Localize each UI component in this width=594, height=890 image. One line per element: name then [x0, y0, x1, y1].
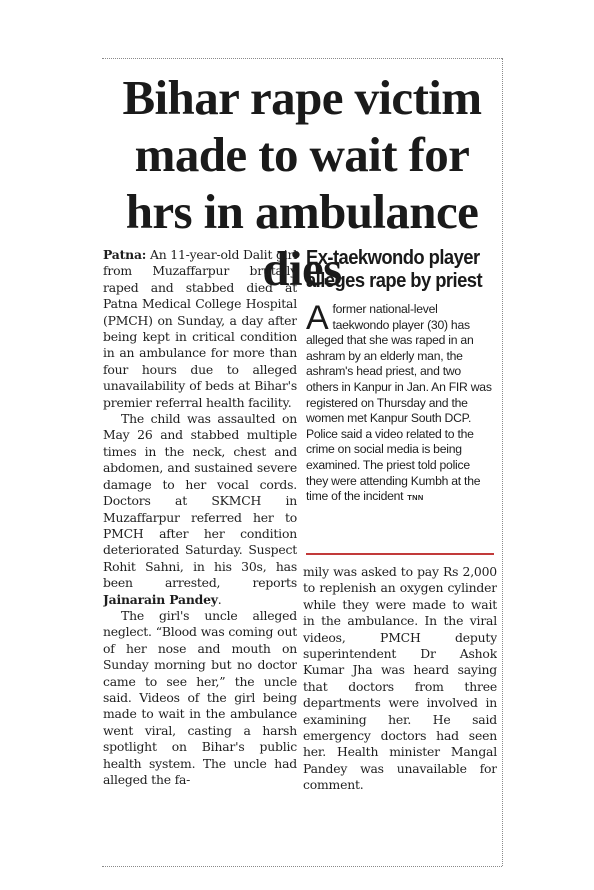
article-column-right [303, 564, 497, 794]
byline-period: . [217, 591, 222, 607]
dotted-border-right [502, 58, 503, 866]
paragraph-2-text: The child was assaulted on May 26 and stabbed multiple times in the neck, chest and abdomen, and sustained severe damage to her vocal cords. Doctors at SKMCH in Muzaffarpur referred her to PMCH after her condition deteriorated Saturday. Suspect Rohit Sahni, in his 30s, has been arrested, reports [103, 411, 297, 591]
article-lead-paragraph [103, 247, 297, 411]
agency-credit: TNN [407, 493, 424, 503]
article-headline: Bihar rape victim made to wait for hrs in ambulance dies [122, 70, 482, 296]
article-column-left [103, 247, 297, 803]
sidebar-story [306, 247, 494, 553]
drop-cap: A [306, 299, 329, 337]
sidebar-body [306, 299, 494, 506]
sidebar-body-text: former national-level taekwondo player (30) has alleged that she was raped in an ashram by an elderly man, the ashram's head priest, and two others in Kanpur in Jan. An FIR was registered on Thursday and the women met Kanpur South DCP. Police said a video related to the crime on social media is being examined. The priest told police they were attending Kumbh at the time of the incident [306, 302, 492, 504]
dateline: Patna: [103, 247, 147, 262]
article-paragraph-3-continued: mily was asked to pay Rs 2,000 to replenish an oxygen cylinder while they were made to wait in the ambulance. In the viral videos, PMCH deputy superintendent Dr Ashok Kumar Jha was heard saying that doctors from three departments were involved in examining her. He said emergency doctors had seen her. Health minister Mangal Pandey was unavailable for comment. [303, 564, 497, 793]
lead-text: An 11-year-old Dalit girl from Muzaffarpur brutally raped and stabbed died at Patna Medical College Hospital (PMCH) on Sunday, a day after being kept in critical condition in an ambulance for more than four hours due to alleged unavailability of beds at Bihar's premier referral health facility. [103, 247, 297, 410]
dotted-border-bottom [102, 866, 502, 867]
sidebar-divider-rule [306, 553, 494, 555]
sidebar-headline: Ex-taekwondo player alleges rape by priest [306, 247, 483, 292]
reporter-byline: Jainarain Pandey [103, 591, 218, 607]
article-paragraph-3: The girl's uncle alleged neglect. “Blood was coming out of her nose and mouth on Sunday morning but no doctor came to see her,” the uncle said. Videos of the girl being made to wait in the ambulance went viral, casting a harsh spotlight on Bihar's public health system. The uncle had alleged the fa- [103, 607, 297, 787]
dotted-border-top [102, 58, 502, 59]
article-paragraph-2 [103, 411, 297, 608]
